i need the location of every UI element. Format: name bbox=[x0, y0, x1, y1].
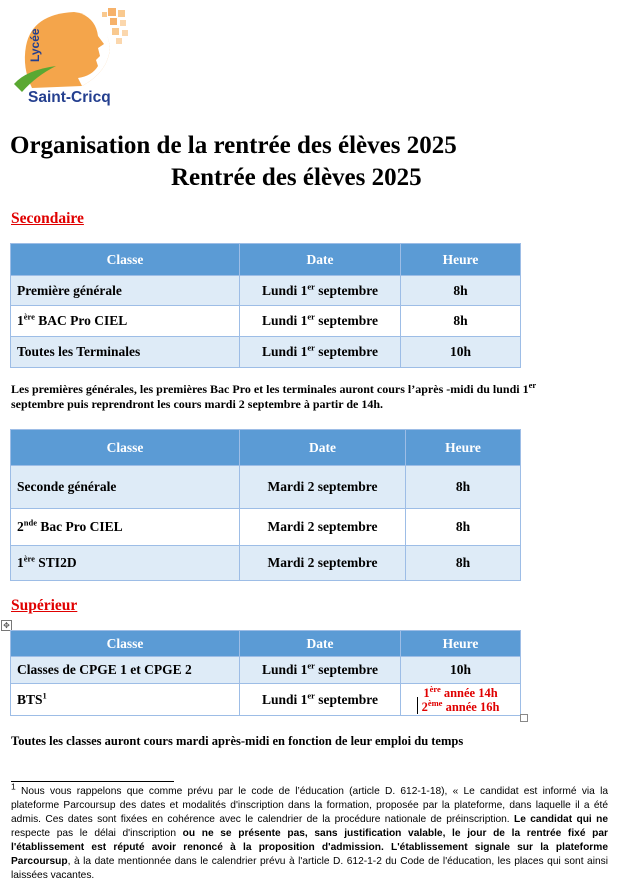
cell-date: Lundi 1er septembre bbox=[240, 657, 401, 684]
cell-date: Lundi 1er septembre bbox=[240, 306, 401, 337]
cell-classe: 1ère BAC Pro CIEL bbox=[11, 306, 240, 337]
table-row bbox=[11, 546, 521, 581]
column-header-date: Date bbox=[240, 430, 406, 466]
cell-classe: Toutes les Terminales bbox=[11, 337, 240, 368]
table-row bbox=[11, 466, 521, 509]
table-resize-handle[interactable] bbox=[520, 714, 528, 722]
cell-classe: 2nde Bac Pro CIEL bbox=[11, 509, 240, 546]
document-title: Organisation de la rentrée des élèves 2025 bbox=[10, 132, 457, 159]
table-row bbox=[11, 657, 521, 684]
column-header-heure: Heure bbox=[406, 430, 521, 466]
table-row bbox=[11, 276, 521, 306]
heure-line-1: 1ère année 14h bbox=[423, 683, 498, 700]
column-header-date: Date bbox=[240, 244, 401, 276]
cell-date: Lundi 1er septembre bbox=[240, 337, 401, 368]
column-header-classe: Classe bbox=[11, 430, 240, 466]
table-row bbox=[11, 684, 521, 716]
cell-date: Mardi 2 septembre bbox=[240, 546, 406, 581]
cell-classe: 1ère STI2D bbox=[11, 546, 240, 581]
cell-classe: BTS$^1$ bbox=[11, 684, 240, 716]
cell-heure: 10h bbox=[401, 657, 521, 684]
cell-heure: 10h bbox=[401, 337, 521, 368]
superieur-note: Toutes les classes auront cours mardi après-midi en fonction de leur emploi du temps bbox=[11, 734, 464, 748]
cell-heure bbox=[401, 684, 521, 716]
cell-classe: Classes de CPGE 1 et CPGE 2 bbox=[11, 657, 240, 684]
heure-line-2: 2ème année 16h bbox=[421, 697, 500, 714]
column-header-classe: Classe bbox=[11, 631, 240, 657]
table-row bbox=[11, 337, 521, 368]
svg-text:Lycée: Lycée bbox=[28, 28, 42, 62]
table-move-handle-icon[interactable]: ✥ bbox=[1, 620, 12, 631]
cell-classe: Première générale bbox=[11, 276, 240, 306]
cell-date: Lundi 1er septembre bbox=[240, 684, 401, 716]
cell-heure: 8h bbox=[401, 276, 521, 306]
footnote: $^1$ Nous vous rappelons que comme prévu par le code de l’éducation (article D. 612-1-18), « Le candidat est informé via la plateforme Parcoursup des dates et modalités d'inscription dans la formation, proposée par la plateforme, dans laquelle il a été admis. Ces dates sont fixées en cohérence avec le calendrier de la procédure nationale de préinscription. Le candidat qui ne respecte pas le délai d'inscription ou ne se présente pas, sans justification valable, le jour de la rentrée fixé par l'établissement est réputé avoir renoncé à la proposition d'admission. L'établissement signale sur la plateforme Parcoursup, à la date mentionnée dans le calendrier prévu à l'article D. 612-1-2 du Code de l'éducation, les places qui sont ainsi laissées vacantes. bbox=[11, 781, 609, 881]
cell-heure: 8h bbox=[406, 546, 521, 581]
svg-text:Saint-Cricq: Saint-Cricq bbox=[28, 89, 111, 106]
column-header-classe: Classe bbox=[11, 244, 240, 276]
text-cursor bbox=[417, 697, 418, 714]
document-subtitle: Rentrée des élèves 2025 bbox=[171, 164, 422, 191]
cell-heure: 8h bbox=[406, 509, 521, 546]
column-header-heure: Heure bbox=[401, 244, 521, 276]
cell-date: Lundi 1er septembre bbox=[240, 276, 401, 306]
cell-date: Mardi 2 septembre bbox=[240, 509, 406, 546]
secondaire-note: Les premières générales, les premières Bac Pro et les terminales auront cours l’après -midi du lundi 1er septembre puis reprendront les cours mardi 2 septembre à partir de 14h. bbox=[11, 380, 537, 411]
section-heading-superieur: Supérieur bbox=[11, 597, 78, 614]
superieur-table bbox=[10, 630, 521, 716]
column-header-heure: Heure bbox=[401, 631, 521, 657]
cell-heure: 8h bbox=[401, 306, 521, 337]
footnote-separator bbox=[11, 781, 174, 782]
cell-heure: 8h bbox=[406, 466, 521, 509]
section-heading-secondaire: Secondaire bbox=[11, 210, 84, 227]
cell-date: Mardi 2 septembre bbox=[240, 466, 406, 509]
table-row bbox=[11, 306, 521, 337]
secondaire-table-1 bbox=[10, 243, 521, 368]
table-row bbox=[11, 509, 521, 546]
cell-classe: Seconde générale bbox=[11, 466, 240, 509]
lycee-saint-cricq-logo bbox=[12, 6, 134, 106]
column-header-date: Date bbox=[240, 631, 401, 657]
secondaire-table-2 bbox=[10, 429, 521, 581]
